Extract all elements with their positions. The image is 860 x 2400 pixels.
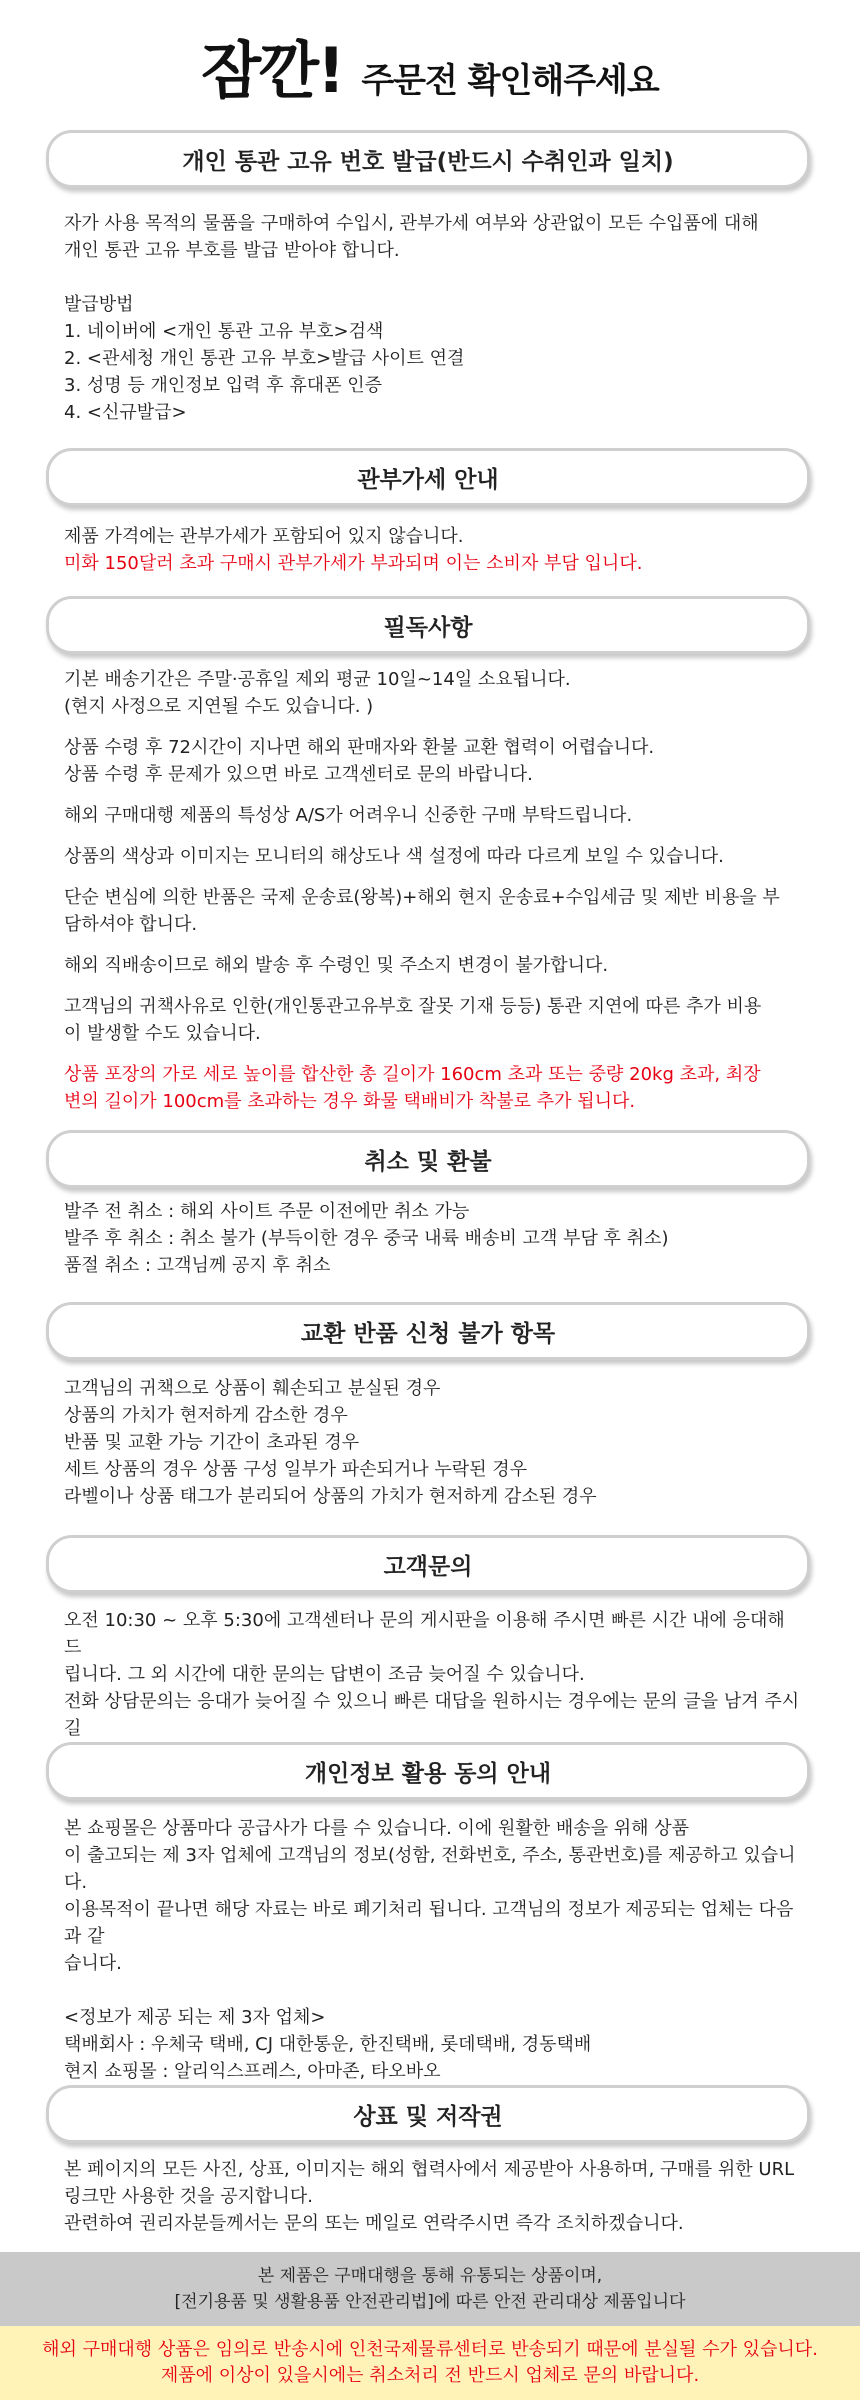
text-line: 링크만 사용한 것을 공지합니다. xyxy=(64,2186,313,2207)
section-body-no-exchange xyxy=(64,1375,804,1510)
text-line: 본 페이지의 모든 사진, 상표, 이미지는 해외 협력사에서 제공받아 사용하며, 구매를 위한 URL xyxy=(64,2159,795,2180)
safety-notice-line: 본 제품은 구매대행을 통해 유통되는 상품이며, xyxy=(257,2266,603,2286)
text-line: 해외 직배송이므로 해외 발송 후 수령인 및 주소지 변경이 불가합니다. xyxy=(64,955,609,976)
section-heading-duties: 관부가세 안내 xyxy=(46,448,810,506)
section-heading-cancel-refund: 취소 및 환불 xyxy=(46,1130,810,1188)
text-line: 이 출고되는 제 3자 업체에 고객님의 정보(성함, 전화번호, 주소, 통관번호)를 제공하고 있습니다. xyxy=(64,1845,796,1893)
return-warning-line: 해외 구매대행 상품은 임의로 반송시에 인천국제물류센터로 반송되기 때문에 분실될 수가 있습니다. xyxy=(42,2339,818,2360)
warning-text-line: 상품 포장의 가로 세로 높이를 합산한 총 길이가 160cm 초과 또는 중량 20kg 초과, 최장 xyxy=(64,1064,761,1085)
text-line: 단순 변심에 의한 반품은 국제 운송료(왕복)+해외 현지 운송료+수입세금 및 제반 비용을 부 xyxy=(64,887,780,908)
text-line: 기본 배송기간은 주말·공휴일 제외 평균 10일~14일 소요됩니다. xyxy=(64,669,571,690)
text-line: 라벨이나 상품 태그가 분리되어 상품의 가치가 현저하게 감소된 경우 xyxy=(64,1486,597,1507)
text-line: 3. 성명 등 개인정보 입력 후 휴대폰 인증 xyxy=(64,375,383,396)
text-line: 상품 수령 후 72시간이 지나면 해외 판매자와 환불 교환 협력이 어렵습니다. xyxy=(64,737,655,758)
section-body-duties xyxy=(64,523,804,577)
return-warning-bar xyxy=(0,2326,860,2400)
text-line: 고객님의 귀책으로 상품이 훼손되고 분실된 경우 xyxy=(64,1378,441,1399)
text-line: 2. <관세청 개인 통관 고유 부호>발급 사이트 연결 xyxy=(64,348,465,369)
text-line: 상품의 색상과 이미지는 모니터의 해상도나 색 설정에 따라 다르게 보일 수 있습니다. xyxy=(64,846,724,867)
text-line: 이 발생할 수도 있습니다. xyxy=(64,1023,261,1044)
section-heading-must-read: 필독사항 xyxy=(46,596,810,654)
text-line: 담하셔야 합니다. xyxy=(64,914,198,935)
text-line: 발급방법 xyxy=(64,294,134,315)
section-body-trademark xyxy=(64,2156,804,2237)
section-heading-customs-code: 개인 통관 고유 번호 발급(반드시 수취인과 일치) xyxy=(46,130,810,188)
text-line: 전화 상담문의는 응대가 늦어질 수 있으니 빠른 대답을 원하시는 경우에는 문의 글을 남겨 주시길 xyxy=(64,1691,800,1739)
text-line: 품절 취소 : 고객님께 공지 후 취소 xyxy=(64,1255,331,1276)
text-line: 이용목적이 끝나면 해당 자료는 바로 폐기처리 됩니다. 고객님의 정보가 제공되는 업체는 다음과 같 xyxy=(64,1899,794,1947)
text-line: 제품 가격에는 관부가세가 포함되어 있지 않습니다. xyxy=(64,526,464,547)
section-heading-customer-inquiry: 고객문의 xyxy=(46,1535,810,1593)
text-line: 자가 사용 목적의 물품을 구매하여 수입시, 관부가세 여부와 상관없이 모든 수입품에 대해 xyxy=(64,213,759,234)
text-line: 고객님의 귀책사유로 인한(개인통관고유부호 잘못 기재 등등) 통관 지연에 따른 추가 비용 xyxy=(64,996,762,1017)
text-line: 발주 전 취소 : 해외 사이트 주문 이전에만 취소 가능 xyxy=(64,1201,470,1222)
section-heading-trademark: 상표 및 저작권 xyxy=(46,2085,810,2143)
section-body-cancel-refund xyxy=(64,1198,804,1279)
text-line: <정보가 제공 되는 제 3자 업체> xyxy=(64,2007,326,2028)
safety-notice-bar xyxy=(0,2252,860,2326)
text-line: 택배회사 : 우체국 택배, CJ 대한통운, 한진택배, 롯데택배, 경동택배 xyxy=(64,2034,592,2055)
warning-text-line: 미화 150달러 초과 구매시 관부가세가 부과되며 이는 소비자 부담 입니다. xyxy=(64,553,643,574)
text-line: 해외 구매대행 제품의 특성상 A/S가 어려우니 신중한 구매 부탁드립니다. xyxy=(64,805,633,826)
text-line: 립니다. 그 외 시간에 대한 문의는 답변이 조금 늦어질 수 있습니다. xyxy=(64,1664,585,1685)
safety-notice-line: [전기용품 및 생활용품 안전관리법]에 따른 안전 관리대상 제품입니다 xyxy=(174,2292,686,2312)
text-line: 세트 상품의 경우 상품 구성 일부가 파손되거나 누락된 경우 xyxy=(64,1459,528,1480)
text-line: 반품 및 교환 가능 기간이 초과된 경우 xyxy=(64,1432,360,1453)
section-heading-privacy: 개인정보 활용 동의 안내 xyxy=(46,1742,810,1800)
section-body-must-read xyxy=(64,666,804,1115)
section-body-privacy xyxy=(64,1815,804,2112)
title-exclamation: 잠깐! xyxy=(201,34,344,107)
text-line: 개인 통관 고유 부호를 발급 받아야 합니다. xyxy=(64,240,400,261)
text-line: 4. <신규발급> xyxy=(64,402,187,423)
text-line: (현지 사정으로 지연될 수도 있습니다. ) xyxy=(64,696,374,717)
text-line: 관련하여 권리자분들께서는 문의 또는 메일로 연락주시면 즉각 조치하겠습니다. xyxy=(64,2213,684,2234)
text-line: 1. 네이버에 <개인 통관 고유 부호>검색 xyxy=(64,321,384,342)
warning-text-line: 변의 길이가 100cm를 초과하는 경우 화물 택배비가 착불로 추가 됩니다. xyxy=(64,1091,636,1112)
text-line: 오전 10:30 ~ 오후 5:30에 고객센터나 문의 게시판을 이용해 주시면 빠른 시간 내에 응대해 드 xyxy=(64,1610,785,1658)
text-line: 본 쇼핑몰은 상품마다 공급사가 다를 수 있습니다. 이에 원활한 배송을 위해 상품 xyxy=(64,1818,690,1839)
page-title xyxy=(0,22,860,107)
section-body-customs-code xyxy=(64,210,804,426)
text-line: 습니다. xyxy=(64,1953,122,1974)
section-heading-no-exchange: 교환 반품 신청 불가 항목 xyxy=(46,1302,810,1360)
title-subtitle: 주문전 확인해주세요 xyxy=(361,61,659,101)
text-line: 현지 쇼핑몰 : 알리익스프레스, 아마존, 타오바오 xyxy=(64,2061,441,2082)
return-warning-line: 제품에 이상이 있을시에는 취소처리 전 반드시 업체로 문의 바랍니다. xyxy=(160,2365,700,2386)
text-line: 발주 후 취소 : 취소 불가 (부득이한 경우 중국 내륙 배송비 고객 부담 후 취소) xyxy=(64,1228,669,1249)
text-line: 상품의 가치가 현저하게 감소한 경우 xyxy=(64,1405,348,1426)
text-line: 상품 수령 후 문제가 있으면 바로 고객센터로 문의 바랍니다. xyxy=(64,764,533,785)
